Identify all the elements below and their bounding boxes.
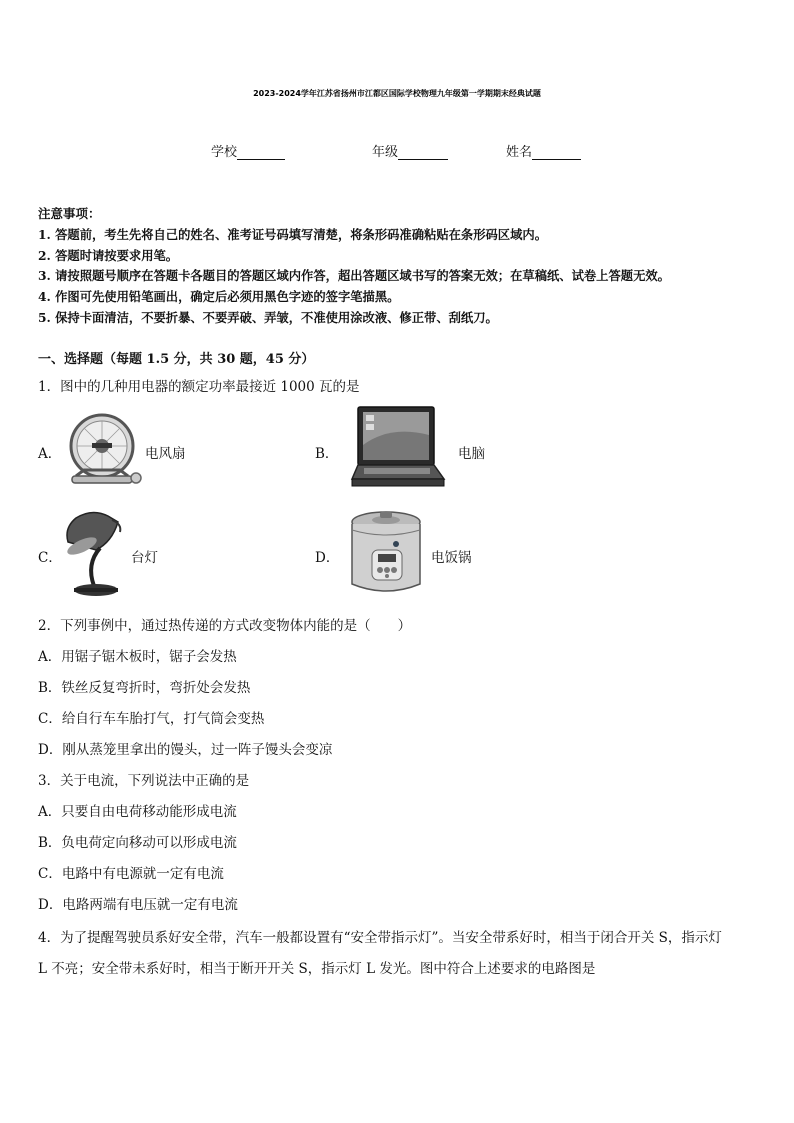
q2-option-d[interactable]: D．刚从蒸笼里拿出的馒头，过一阵子馒头会变凉	[38, 742, 333, 758]
fan-icon	[64, 410, 144, 494]
rice-cooker-icon	[346, 508, 426, 598]
q2-option-a[interactable]: A．用锯子锯木板时，锯子会发热	[38, 649, 237, 665]
q1-option-c-label: 台灯	[131, 550, 158, 566]
q3-option-d[interactable]: D．电路两端有电压就一定有电流	[38, 897, 238, 913]
name-blank[interactable]	[532, 145, 581, 160]
school-label: 学校	[211, 145, 238, 160]
note-item: 1. 答题前，考生先将自己的姓名、准考证号码填写清楚，将条形码准确粘贴在条形码区域内。	[38, 227, 547, 242]
q3-option-c[interactable]: C．电路中有电源就一定有电流	[38, 866, 224, 882]
q2-option-c[interactable]: C．给自行车车胎打气，打气筒会变热	[38, 711, 265, 727]
q1-option-b-label: 电脑	[458, 446, 485, 462]
name-field	[506, 141, 581, 160]
grade-label: 年级	[372, 145, 399, 160]
q1-option-d-letter[interactable]: D．	[315, 550, 340, 566]
q3-option-a[interactable]: A．只要自由电荷移动能形成电流	[38, 804, 237, 820]
q2-option-b[interactable]: B．铁丝反复弯折时，弯折处会发热	[38, 680, 251, 696]
question-3-stem: 3．关于电流，下列说法中正确的是	[38, 773, 250, 789]
q1-option-a-letter[interactable]: A．	[38, 446, 62, 462]
note-item: 3. 请按照题号顺序在答题卡各题目的答题区域内作答，超出答题区域书写的答案无效；在草稿纸、试卷上答题无效。	[38, 268, 670, 283]
notes-heading: 注意事项：	[38, 206, 101, 221]
question-4-stem-line-2: L 不亮；安全带未系好时，相当于断开开关 S，指示灯 L 发光。图中符合上述要求的电路图是	[38, 961, 596, 977]
laptop-icon	[350, 405, 446, 493]
section-heading: 一、选择题（每题 1.5 分，共 30 题，45 分）	[38, 352, 315, 367]
q1-option-d-label: 电饭锅	[431, 550, 472, 566]
note-item: 2. 答题时请按要求用笔。	[38, 248, 179, 263]
q1-option-b-letter[interactable]: B．	[315, 446, 339, 462]
school-blank[interactable]	[237, 145, 285, 160]
name-label: 姓名	[506, 145, 533, 160]
q3-option-b[interactable]: B．负电荷定向移动可以形成电流	[38, 835, 237, 851]
school-field	[211, 141, 285, 160]
grade-field	[372, 141, 448, 160]
page-title: 2023-2024学年江苏省扬州市江都区国际学校物理九年级第一学期期末经典试题	[253, 89, 541, 98]
question-2-stem: 2．下列事例中，通过热传递的方式改变物体内能的是（ ）	[38, 618, 412, 634]
grade-blank[interactable]	[398, 145, 448, 160]
note-item: 4. 作图可先使用铅笔画出，确定后必须用黑色字迹的签字笔描黑。	[38, 289, 400, 304]
q1-option-c-letter[interactable]: C．	[38, 550, 62, 566]
note-item: 5. 保持卡面清洁，不要折暴、不要弄破、弄皱，不准使用涂改液、修正带、刮纸刀。	[38, 310, 498, 325]
question-4-stem-line-1: 4．为了提醒驾驶员系好安全带，汽车一般都设置有“安全带指示灯”。当安全带系好时，相当于闭合开关 S，指示灯	[38, 930, 722, 946]
q1-option-a-label: 电风扇	[145, 446, 186, 462]
desk-lamp-icon	[62, 508, 124, 598]
question-1-stem: 1．图中的几种用电器的额定功率最接近 1000 瓦的是	[38, 379, 360, 395]
